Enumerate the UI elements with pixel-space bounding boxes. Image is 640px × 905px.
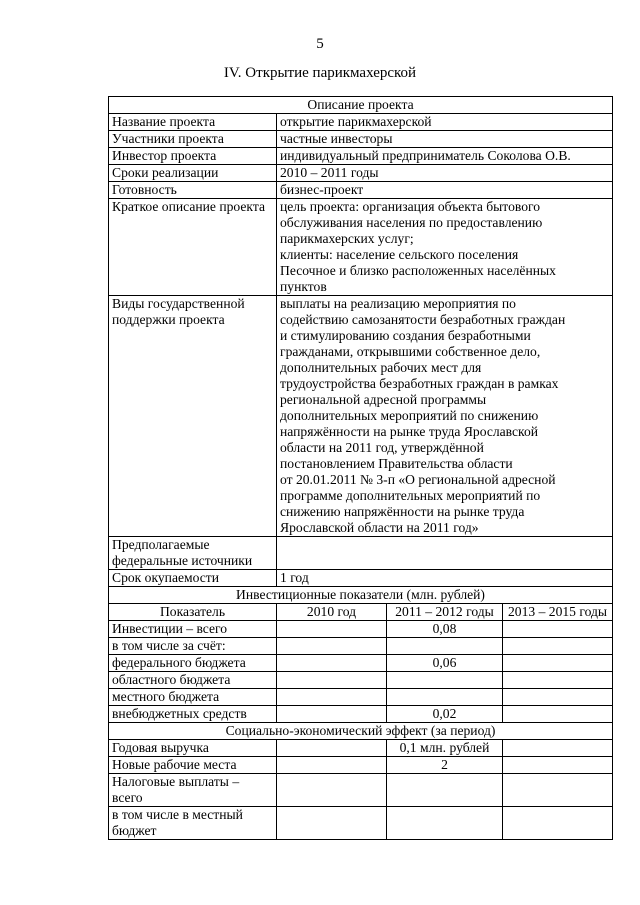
table-row xyxy=(109,638,613,655)
brief-value xyxy=(277,199,613,296)
table-row xyxy=(109,131,613,148)
cell-2011-2012: 0,06 xyxy=(387,655,503,672)
cell-2011-2012: 2 xyxy=(387,757,503,774)
table-row xyxy=(109,148,613,165)
brief-label: Краткое описание проекта xyxy=(109,199,277,296)
row-label: Годовая выручка xyxy=(109,740,277,757)
column-header: 2013 – 2015 годы xyxy=(503,604,613,621)
cell-2010 xyxy=(277,740,387,757)
column-header: Показатель xyxy=(109,604,277,621)
row-label: Название проекта xyxy=(109,114,277,131)
page-number: 5 xyxy=(316,36,324,52)
table-row xyxy=(109,570,613,587)
cell-2013-2015 xyxy=(503,807,613,840)
table-row xyxy=(109,621,613,638)
support-line: напряжённости на рынке труда Ярославской xyxy=(280,424,539,439)
row-label: Налоговые выплаты – всего xyxy=(109,774,277,807)
support-line: снижению напряжённости на рынке труда xyxy=(280,504,525,519)
table-row xyxy=(109,807,613,840)
cell-2010 xyxy=(277,621,387,638)
support-value xyxy=(277,296,613,537)
table-row xyxy=(109,165,613,182)
description-header: Описание проекта xyxy=(109,97,613,114)
brief-line: парикмахерских услуг; xyxy=(280,231,414,246)
table-row xyxy=(109,774,613,807)
cell-2010 xyxy=(277,706,387,723)
support-label: Виды государственной поддержки проекта xyxy=(109,296,277,537)
investment-header-row xyxy=(109,587,613,604)
row-value: открытие парикмахерской xyxy=(277,114,613,131)
brief-line: клиенты: население сельского поселения xyxy=(280,247,519,262)
support-line: и стимулированию создания безработными xyxy=(280,328,531,343)
cell-2011-2012 xyxy=(387,638,503,655)
project-table xyxy=(108,96,613,840)
table-row xyxy=(109,655,613,672)
table-row xyxy=(109,114,613,131)
cell-2011-2012 xyxy=(387,774,503,807)
cell-2010 xyxy=(277,655,387,672)
cell-2013-2015 xyxy=(503,672,613,689)
cell-2010 xyxy=(277,689,387,706)
cell-2010 xyxy=(277,672,387,689)
cell-2013-2015 xyxy=(503,706,613,723)
cell-2011-2012: 0,08 xyxy=(387,621,503,638)
support-line: области на 2011 год, утверждённой xyxy=(280,440,484,455)
cell-2013-2015 xyxy=(503,774,613,807)
payback-label: Срок окупаемости xyxy=(109,570,277,587)
row-label: внебюджетных средств xyxy=(109,706,277,723)
cell-2013-2015 xyxy=(503,655,613,672)
support-line: содействию самозанятости безработных граждан xyxy=(280,312,566,327)
cell-2013-2015 xyxy=(503,638,613,655)
support-line: выплаты на реализацию мероприятия по xyxy=(280,296,516,311)
support-line: от 20.01.2011 № 3-п «О региональной адресной xyxy=(280,472,556,487)
investment-header: Инвестиционные показатели (млн. рублей) xyxy=(109,587,613,604)
support-line: региональной адресной программы xyxy=(280,392,487,407)
cell-2010 xyxy=(277,807,387,840)
cell-2010 xyxy=(277,757,387,774)
table-row xyxy=(109,689,613,706)
support-line: трудоустройства безработных граждан в рамках xyxy=(280,376,559,391)
table-row xyxy=(109,757,613,774)
support-line: Ярославской области на 2011 год» xyxy=(280,520,479,535)
row-value: индивидуальный предприниматель Соколова О.В. xyxy=(277,148,613,165)
table-row xyxy=(109,740,613,757)
row-label: в том числе в местный бюджет xyxy=(109,807,277,840)
cell-2011-2012: 0,1 млн. рублей xyxy=(387,740,503,757)
cell-2013-2015 xyxy=(503,689,613,706)
row-label: Участники проекта xyxy=(109,131,277,148)
support-line: дополнительных рабочих мест для xyxy=(280,360,482,375)
support-line: дополнительных мероприятий по снижению xyxy=(280,408,539,423)
cell-2010 xyxy=(277,774,387,807)
brief-line: Песочное и близко расположенных населённых xyxy=(280,263,556,278)
federal-sources-value xyxy=(277,537,613,570)
table-row xyxy=(109,182,613,199)
cell-2011-2012 xyxy=(387,689,503,706)
cell-2011-2012 xyxy=(387,672,503,689)
table-row xyxy=(109,537,613,570)
row-value: частные инвесторы xyxy=(277,131,613,148)
brief-line: обслуживания населения по предоставлению xyxy=(280,215,543,230)
cell-2010 xyxy=(277,638,387,655)
section-title: IV. Открытие парикмахерской xyxy=(223,65,417,81)
investment-columns-row xyxy=(109,604,613,621)
row-label: в том числе за счёт: xyxy=(109,638,277,655)
row-label: Новые рабочие места xyxy=(109,757,277,774)
cell-2011-2012: 0,02 xyxy=(387,706,503,723)
row-label: федерального бюджета xyxy=(109,655,277,672)
table-row xyxy=(109,296,613,537)
brief-line: цель проекта: организация объекта бытового xyxy=(280,199,541,214)
social-header: Социально-экономический эффект (за период) xyxy=(109,723,613,740)
table-row xyxy=(109,706,613,723)
row-value: 2010 – 2011 годы xyxy=(277,165,613,182)
description-header-row xyxy=(109,97,613,114)
brief-line: пунктов xyxy=(280,279,327,294)
cell-2011-2012 xyxy=(387,807,503,840)
support-line: программе дополнительных мероприятий по xyxy=(280,488,541,503)
table-row xyxy=(109,672,613,689)
cell-2013-2015 xyxy=(503,621,613,638)
cell-2013-2015 xyxy=(503,740,613,757)
payback-value: 1 год xyxy=(277,570,613,587)
table-row xyxy=(109,199,613,296)
social-header-row xyxy=(109,723,613,740)
cell-2013-2015 xyxy=(503,757,613,774)
column-header: 2010 год xyxy=(277,604,387,621)
row-value: бизнес-проект xyxy=(277,182,613,199)
support-line: гражданами, открывшими собственное дело, xyxy=(280,344,541,359)
row-label: Сроки реализации xyxy=(109,165,277,182)
row-label: областного бюджета xyxy=(109,672,277,689)
row-label: местного бюджета xyxy=(109,689,277,706)
federal-sources-label: Предполагаемые федеральные источники xyxy=(109,537,277,570)
row-label: Инвестор проекта xyxy=(109,148,277,165)
support-line: постановлением Правительства области xyxy=(280,456,513,471)
row-label: Готовность xyxy=(109,182,277,199)
row-label: Инвестиции – всего xyxy=(109,621,277,638)
column-header: 2011 – 2012 годы xyxy=(387,604,503,621)
